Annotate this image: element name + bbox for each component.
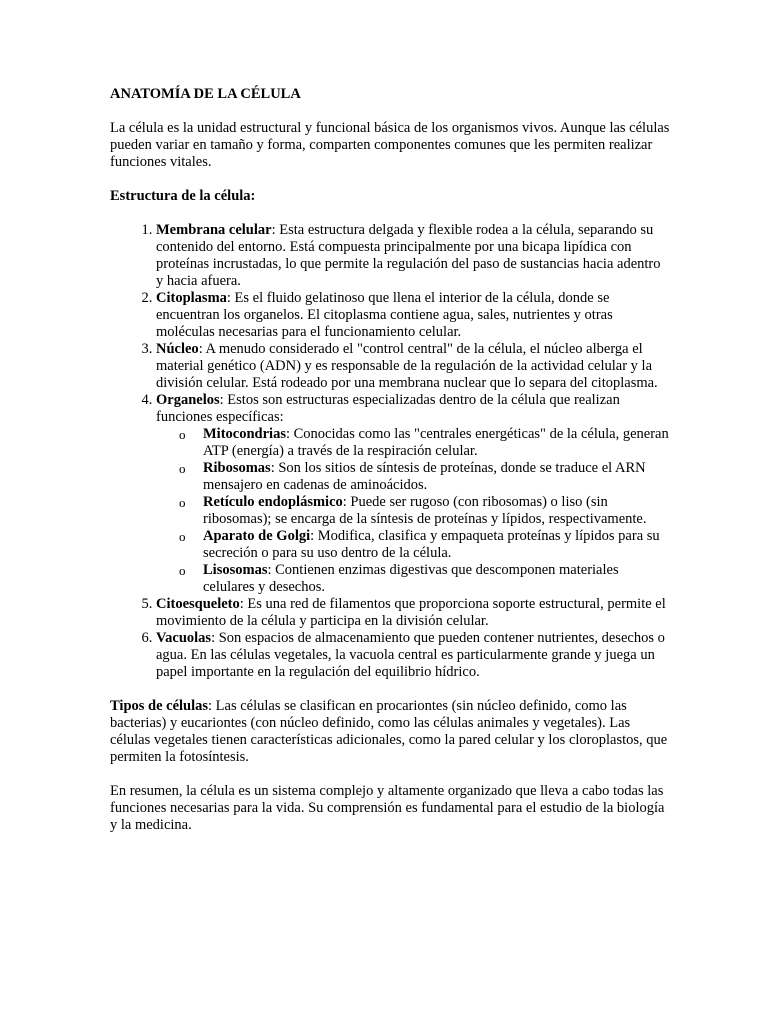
bullet-marker: o bbox=[179, 461, 186, 476]
organelles-list bbox=[156, 426, 670, 596]
bullet-marker: o bbox=[179, 495, 186, 510]
term-vacuolas: Vacuolas bbox=[156, 630, 212, 646]
list-item-nucleo bbox=[156, 341, 670, 392]
document-page bbox=[110, 86, 670, 851]
structure-list bbox=[110, 222, 670, 681]
term-nucleo: Núcleo bbox=[156, 341, 199, 357]
term-golgi: Aparato de Golgi bbox=[203, 528, 311, 544]
sublist-item-golgi bbox=[179, 528, 670, 562]
structure-heading: Estructura de la célula: bbox=[110, 188, 256, 204]
sublist-item-reticulo bbox=[179, 494, 670, 528]
document-title: ANATOMÍA DE LA CÉLULA bbox=[110, 86, 301, 102]
bullet-marker: o bbox=[179, 427, 186, 442]
term-organelos: Organelos bbox=[156, 392, 220, 408]
term-ribosomas: Ribosomas bbox=[203, 460, 271, 476]
text-membrana: : Esta estructura delgada y flexible rodea a la célula, separando su contenido del entorno. Está compuesta principalmente por una bicapa lipídica con proteínas incrustadas, lo que permite la regulación del paso de sustancias hacia adentro y hacia afuera. bbox=[156, 222, 661, 289]
intro-paragraph: La célula es la unidad estructural y funcional básica de los organismos vivos. Aunque las células pueden variar en tamaño y forma, comparten componentes comunes que les permiten realizar funciones vitales. bbox=[110, 120, 670, 170]
text-golgi: : Modifica, clasifica y empaqueta proteínas y lípidos para su secreción o para su uso dentro de la célula. bbox=[203, 528, 660, 561]
text-ribosomas: : Son los sitios de síntesis de proteínas, donde se traduce el ARN mensajero en cadenas de aminoácidos. bbox=[203, 460, 646, 493]
sublist-item-lisosomas bbox=[179, 562, 670, 596]
text-vacuolas: : Son espacios de almacenamiento que pueden contener nutrientes, desechos o agua. En las células vegetales, la vacuola central es particularmente grande y juega un papel importante en la regulación del equilibrio hídrico. bbox=[156, 630, 665, 680]
term-lisosomas: Lisosomas bbox=[203, 562, 268, 578]
text-mitocondrias: : Conocidas como las "centrales energéticas" de la célula, generan ATP (energía) a través de la respiración celular. bbox=[203, 426, 669, 459]
term-membrana: Membrana celular bbox=[156, 222, 272, 238]
term-tipos: Tipos de células bbox=[110, 698, 209, 714]
term-citoesqueleto: Citoesqueleto bbox=[156, 596, 240, 612]
sublist-item-mitocondrias bbox=[179, 426, 670, 460]
bullet-marker: o bbox=[179, 563, 186, 578]
term-reticulo: Retículo endoplásmico bbox=[203, 494, 343, 510]
text-nucleo: : A menudo considerado el "control central" de la célula, el núcleo alberga el material genético (ADN) y es responsable de la regulación de la actividad celular y la división celular. Está rodeado por una membrana nuclear que lo separa del citoplasma. bbox=[156, 341, 658, 391]
list-item-organelos bbox=[156, 392, 670, 596]
types-paragraph bbox=[110, 698, 670, 766]
list-item-vacuolas bbox=[156, 630, 670, 681]
term-mitocondrias: Mitocondrias bbox=[203, 426, 286, 442]
sublist-item-ribosomas bbox=[179, 460, 670, 494]
text-citoplasma: : Es el fluido gelatinoso que llena el interior de la célula, donde se encuentran los organelos. El citoplasma contiene agua, sales, nutrientes y otras moléculas necesarias para el funcionamiento celular. bbox=[156, 290, 613, 340]
text-reticulo: : Puede ser rugoso (con ribosomas) o liso (sin ribosomas); se encarga de la síntesis de proteínas y lípidos, respectivamente. bbox=[203, 494, 647, 527]
text-tipos: : Las células se clasifican en procariontes (sin núcleo definido, como las bacterias) y eucariontes (con núcleo definido, como las células animales y vegetales). Las células vegetales tienen características adicionales, como la pared celular y los cloroplastos, que permiten la fotosíntesis. bbox=[110, 698, 668, 765]
list-item-citoplasma bbox=[156, 290, 670, 341]
text-citoesqueleto: : Es una red de filamentos que proporciona soporte estructural, permite el movimiento de la célula y participa en la división celular. bbox=[156, 596, 666, 629]
conclusion-paragraph: En resumen, la célula es un sistema complejo y altamente organizado que lleva a cabo todas las funciones necesarias para la vida. Su comprensión es fundamental para el estudio de la biología y la medicina. bbox=[110, 783, 665, 833]
text-lisosomas: : Contienen enzimas digestivas que descomponen materiales celulares y desechos. bbox=[203, 562, 619, 595]
list-item-membrana bbox=[156, 222, 670, 290]
bullet-marker: o bbox=[179, 529, 186, 544]
term-citoplasma: Citoplasma bbox=[156, 290, 227, 306]
list-item-citoesqueleto bbox=[156, 596, 670, 630]
text-organelos: : Estos son estructuras especializadas dentro de la célula que realizan funciones específicas: bbox=[156, 392, 620, 425]
